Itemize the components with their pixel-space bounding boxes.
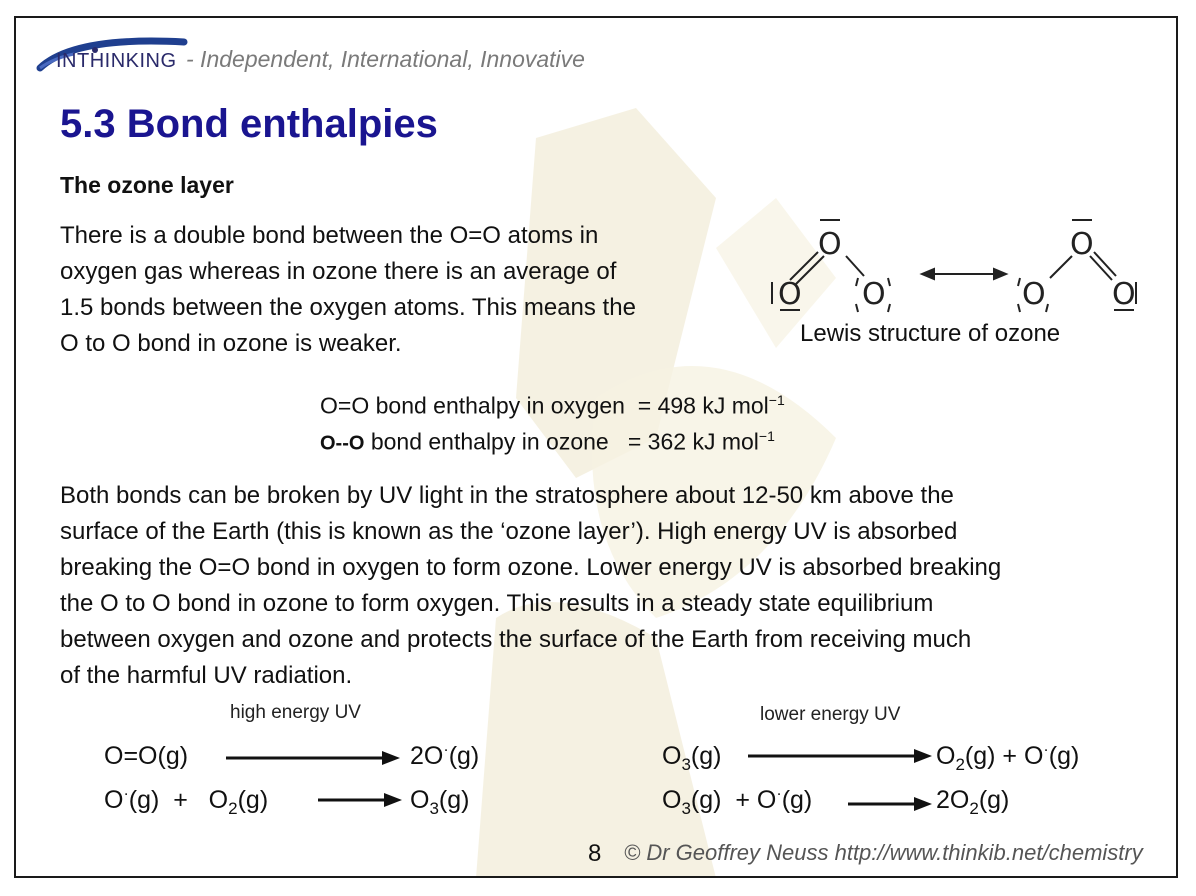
reactant-state: (g) (690, 742, 722, 770)
intro-line: O to O bond in ozone is weaker. (60, 330, 402, 357)
body-line: between oxygen and ozone and protects the surface of the Earth from receiving much (60, 626, 972, 653)
reaction-arrow (846, 794, 936, 814)
product-state: (g) (1048, 742, 1080, 770)
reaction-o2-dissociation-product (410, 742, 479, 771)
radical-dot: · (123, 785, 129, 803)
tagline: - Independent, International, Innovative (186, 46, 585, 72)
reactant-text: (g) + O (128, 786, 229, 814)
body-line: of the harmful UV radiation. (60, 662, 353, 689)
reaction-ozone-destruction-reactants (662, 785, 813, 818)
reactant-text: O (662, 786, 682, 814)
reaction-ozone-formation-product (410, 786, 470, 818)
reactant-state: (g) (781, 786, 813, 814)
subscript: 3 (681, 799, 691, 818)
oxygen-atom-right: O (862, 277, 886, 312)
subscript: 3 (681, 755, 691, 774)
right-resonance-structure (1022, 220, 1136, 312)
product-state: (g) (448, 742, 480, 770)
resonance-arrow (922, 269, 1006, 279)
oxygen-atom-top: O (1070, 227, 1094, 262)
product-text: O (410, 786, 430, 814)
reaction-arrow (316, 790, 406, 810)
page-number: 8 (588, 840, 602, 867)
unit-exponent: −1 (768, 392, 785, 408)
intro-paragraph (60, 218, 750, 362)
reaction-arrow (224, 748, 404, 768)
body-paragraph (60, 478, 1160, 694)
radical-dot: · (443, 741, 449, 759)
oxygen-atom-right: O (1112, 277, 1136, 312)
reactant-text: O (662, 742, 682, 770)
left-resonance-structure (772, 220, 886, 312)
radical-dot: · (776, 785, 782, 803)
oxygen-atom-top: O (818, 227, 842, 262)
enthalpy-text: bond enthalpy in oxygen = 498 kJ mol (369, 392, 769, 419)
oxygen-atom-left: O (778, 277, 802, 312)
body-line: Both bonds can be broken by UV light in the stratosphere about 12-50 km above the (60, 482, 954, 509)
bond-symbol: O--O (320, 432, 365, 455)
reactant-text: (g) + O (690, 786, 777, 814)
reactant-text: O (104, 786, 124, 814)
reaction-ozone-formation-reactants (104, 785, 269, 818)
unit-exponent: −1 (758, 428, 775, 444)
product-text: 2O (410, 742, 444, 770)
product-state: (g) (438, 786, 470, 814)
slide-frame (14, 16, 1178, 878)
section-subtitle: The ozone layer (60, 172, 234, 198)
page-title: 5.3 Bond enthalpies (60, 102, 438, 146)
intro-line: There is a double bond between the O=O atoms in (60, 222, 599, 249)
enthalpy-ozone (320, 428, 775, 456)
enthalpy-oxygen (320, 392, 785, 420)
subscript: 3 (429, 799, 439, 818)
body-line: surface of the Earth (this is known as the ‘ozone layer’). High energy UV is absorbed (60, 518, 958, 545)
reactant-state: (g) (237, 786, 269, 814)
reaction-ozone-dissociation-products (936, 741, 1080, 774)
logo-text: INTHINKING (56, 50, 177, 72)
lewis-caption: Lewis structure of ozone (800, 320, 1061, 347)
product-text: 2O (936, 786, 970, 814)
copyright-credit: © Dr Geoffrey Neuss http://www.thinkib.net/chemistry (624, 840, 1143, 865)
lower-energy-uv-label: lower energy UV (760, 704, 901, 725)
high-energy-uv-label: high energy UV (230, 702, 361, 723)
intro-line: oxygen gas whereas in ozone there is an average of (60, 258, 617, 285)
subscript: 2 (969, 799, 979, 818)
radical-dot: · (1043, 741, 1049, 759)
product-text: (g) + O (964, 742, 1044, 770)
lewis-structure-diagram (760, 208, 1140, 318)
product-text: O (936, 742, 956, 770)
subscript: 2 (228, 799, 238, 818)
body-line: the O to O bond in ozone to form oxygen. This results in a steady state equilibrium (60, 590, 934, 617)
product-state: (g) (978, 786, 1010, 814)
subscript: 2 (955, 755, 965, 774)
reaction-o2-dissociation-reactant: O=O(g) (104, 742, 189, 770)
reaction-ozone-destruction-product (936, 786, 1010, 818)
oxygen-atom-left: O (1022, 277, 1046, 312)
body-line: breaking the O=O bond in oxygen to form ozone. Lower energy UV is absorbed breaking (60, 554, 1002, 581)
reaction-arrow (746, 746, 936, 766)
reaction-ozone-dissociation-reactant (662, 742, 722, 774)
bond-symbol: O=O (320, 392, 370, 419)
intro-line: 1.5 bonds between the oxygen atoms. This means the (60, 294, 636, 321)
enthalpy-text: bond enthalpy in ozone = 362 kJ mol (364, 428, 759, 455)
